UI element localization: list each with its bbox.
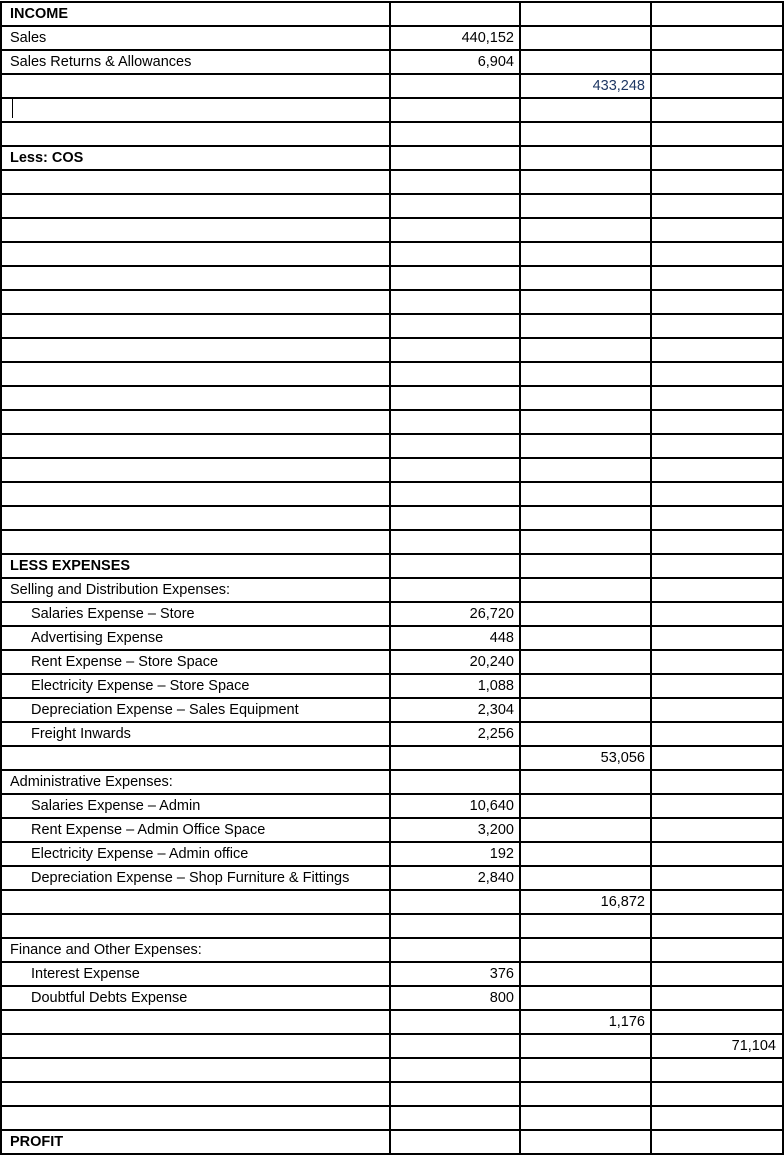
table-row [0,290,784,314]
row-label-cell[interactable]: Depreciation Expense – Sales Equipment [31,702,299,718]
subtotal-cell[interactable] [522,482,645,506]
table-row [0,722,784,746]
row-label-cell[interactable]: Sales Returns & Allowances [10,54,192,70]
subtotal-cell[interactable] [522,2,645,26]
table-row [0,50,784,74]
total-cell[interactable] [654,410,776,434]
table-row [0,170,784,194]
amount-cell[interactable] [392,74,514,98]
table-row [0,122,784,146]
total-cell[interactable] [654,2,776,26]
subtotal-cell[interactable] [522,1106,645,1130]
amount-cell[interactable] [392,410,514,434]
row-label-cell[interactable] [10,362,390,386]
total-cell[interactable]: 71,104 [731,1038,776,1054]
total-cell[interactable] [654,338,776,362]
amount-cell[interactable] [392,218,514,242]
row-label-cell[interactable] [10,1034,390,1058]
total-cell[interactable] [654,530,776,554]
total-cell[interactable] [654,1106,776,1130]
subtotal-cell[interactable] [522,170,645,194]
subtotal-cell[interactable] [522,1058,645,1082]
total-cell[interactable] [654,818,776,842]
amount-cell[interactable] [392,890,514,914]
table-row [0,314,784,338]
subtotal-cell[interactable] [522,698,645,722]
row-label-cell[interactable]: LESS EXPENSES [10,558,131,574]
amount-cell[interactable] [392,1106,514,1130]
subtotal-cell[interactable] [522,578,645,602]
subtotal-cell[interactable] [522,338,645,362]
subtotal-cell[interactable] [522,626,645,650]
total-cell[interactable] [654,1058,776,1082]
total-cell[interactable] [654,194,776,218]
subtotal-cell[interactable] [522,530,645,554]
amount-cell[interactable] [392,362,514,386]
table-row [0,362,784,386]
table-row [0,698,784,722]
row-label-cell[interactable] [10,458,390,482]
subtotal-cell[interactable] [522,434,645,458]
subtotal-cell[interactable] [522,674,645,698]
subtotal-cell[interactable]: 16,872 [600,894,645,910]
table-row [0,194,784,218]
amount-cell[interactable] [392,746,514,770]
row-label-cell[interactable]: Interest Expense [31,966,140,982]
subtotal-cell[interactable]: 433,248 [592,78,645,94]
amount-cell[interactable] [392,170,514,194]
subtotal-cell[interactable] [522,1082,645,1106]
total-cell[interactable] [654,746,776,770]
subtotal-cell[interactable] [522,194,645,218]
subtotal-cell[interactable] [522,770,645,794]
total-cell[interactable] [654,218,776,242]
table-row [0,458,784,482]
amount-cell[interactable]: 10,640 [469,798,514,814]
table-row [0,746,784,770]
total-cell[interactable] [654,674,776,698]
amount-cell[interactable] [392,506,514,530]
total-cell[interactable] [654,650,776,674]
table-row [0,146,784,170]
subtotal-cell[interactable] [522,314,645,338]
row-label-cell[interactable] [10,242,390,266]
table-row [0,1106,784,1130]
amount-cell[interactable] [392,194,514,218]
amount-cell[interactable]: 800 [489,990,514,1006]
total-cell[interactable] [654,26,776,50]
table-row [0,554,784,578]
amount-cell[interactable] [392,578,514,602]
subtotal-cell[interactable] [522,794,645,818]
row-label-cell[interactable] [10,890,390,914]
subtotal-cell[interactable] [522,290,645,314]
amount-cell[interactable]: 3,200 [477,822,514,838]
total-cell[interactable] [654,74,776,98]
table-row [0,218,784,242]
row-label-cell[interactable] [10,338,390,362]
table-row [0,2,784,26]
row-label-cell[interactable] [10,218,390,242]
table-row [0,266,784,290]
amount-cell[interactable]: 376 [489,966,514,982]
total-cell[interactable] [654,266,776,290]
total-cell[interactable] [654,458,776,482]
subtotal-cell[interactable] [522,650,645,674]
total-cell[interactable] [654,698,776,722]
total-cell[interactable] [654,986,776,1010]
subtotal-cell[interactable] [522,962,645,986]
amount-cell[interactable] [392,914,514,938]
row-label-cell[interactable]: Electricity Expense – Admin office [31,846,249,862]
amount-cell[interactable] [392,386,514,410]
table-row [0,1010,784,1034]
amount-cell[interactable]: 192 [489,846,514,862]
row-label-cell[interactable]: Rent Expense – Store Space [31,654,219,670]
total-cell[interactable] [654,242,776,266]
subtotal-cell[interactable] [522,938,645,962]
total-cell[interactable] [654,434,776,458]
total-cell[interactable] [654,1130,776,1154]
table-row [0,962,784,986]
subtotal-cell[interactable] [522,506,645,530]
row-label-cell[interactable]: Advertising Expense [31,630,164,646]
total-cell[interactable] [654,122,776,146]
subtotal-cell[interactable] [522,914,645,938]
table-row [0,842,784,866]
row-label-cell[interactable] [10,1082,390,1106]
amount-cell[interactable]: 2,256 [477,726,514,742]
row-label-cell[interactable] [10,170,390,194]
subtotal-cell[interactable] [522,410,645,434]
subtotal-cell[interactable]: 1,176 [608,1014,645,1030]
subtotal-cell[interactable] [522,722,645,746]
total-cell[interactable] [654,314,776,338]
total-cell[interactable] [654,962,776,986]
amount-cell[interactable] [392,122,514,146]
subtotal-cell[interactable] [522,50,645,74]
subtotal-cell[interactable] [522,266,645,290]
total-cell[interactable] [654,170,776,194]
table-row [0,506,784,530]
row-label-cell[interactable] [10,746,390,770]
amount-cell[interactable] [392,482,514,506]
subtotal-cell[interactable] [522,362,645,386]
amount-cell[interactable]: 448 [489,630,514,646]
row-label-cell[interactable] [10,482,390,506]
subtotal-cell[interactable] [522,242,645,266]
subtotal-cell[interactable] [522,602,645,626]
amount-cell[interactable]: 2,840 [477,870,514,886]
table-row [0,98,784,122]
table-row [0,866,784,890]
row-label-cell[interactable] [10,386,390,410]
table-row [0,1058,784,1082]
row-label-cell[interactable] [10,530,390,554]
total-cell[interactable] [654,914,776,938]
row-label-cell[interactable]: Depreciation Expense – Shop Furniture & Fittings [31,870,350,886]
table-row [0,1082,784,1106]
subtotal-cell[interactable] [522,1130,645,1154]
row-label-cell[interactable]: INCOME [10,6,68,22]
row-label-cell[interactable]: Selling and Distribution Expenses: [10,582,231,598]
row-label-cell[interactable]: Salaries Expense – Store [31,606,195,622]
row-label-cell[interactable]: PROFIT [10,1134,64,1150]
table-row [0,770,784,794]
table-row [0,914,784,938]
subtotal-cell[interactable] [522,986,645,1010]
subtotal-cell[interactable] [522,146,645,170]
total-cell[interactable] [654,146,776,170]
subtotal-cell[interactable] [522,842,645,866]
row-label-cell[interactable] [10,1058,390,1082]
table-row [0,602,784,626]
table-row [0,338,784,362]
total-cell[interactable] [654,866,776,890]
row-label-cell[interactable]: Salaries Expense – Admin [31,798,201,814]
table-row [0,578,784,602]
subtotal-cell[interactable] [522,26,645,50]
amount-cell[interactable] [392,290,514,314]
subtotal-cell[interactable] [522,218,645,242]
amount-cell[interactable] [392,434,514,458]
total-cell[interactable] [654,362,776,386]
table-row [0,890,784,914]
row-label-cell[interactable] [10,1010,390,1034]
amount-cell[interactable] [392,1058,514,1082]
total-cell[interactable] [654,506,776,530]
row-label-cell[interactable]: Doubtful Debts Expense [31,990,188,1006]
row-label-cell[interactable]: Less: COS [10,150,84,166]
table-row [0,794,784,818]
total-cell[interactable] [654,1010,776,1034]
row-label-cell[interactable] [10,194,390,218]
total-cell[interactable] [654,842,776,866]
amount-cell[interactable] [392,458,514,482]
amount-cell[interactable] [392,146,514,170]
row-label-cell[interactable] [10,98,390,122]
total-cell[interactable] [654,722,776,746]
row-label-cell[interactable] [10,914,390,938]
row-label-cell[interactable] [10,266,390,290]
total-cell[interactable] [654,626,776,650]
total-cell[interactable] [654,554,776,578]
amount-cell[interactable] [392,98,514,122]
subtotal-cell[interactable] [522,122,645,146]
amount-cell[interactable] [392,770,514,794]
total-cell[interactable] [654,290,776,314]
amount-cell[interactable] [392,242,514,266]
amount-cell[interactable] [392,1130,514,1154]
amount-cell[interactable] [392,314,514,338]
amount-cell[interactable]: 1,088 [477,678,514,694]
amount-cell[interactable] [392,2,514,26]
row-label-cell[interactable]: Rent Expense – Admin Office Space [31,822,266,838]
amount-cell[interactable] [392,266,514,290]
amount-cell[interactable]: 2,304 [477,702,514,718]
subtotal-cell[interactable] [522,386,645,410]
row-label-cell[interactable]: Freight Inwards [31,726,131,742]
subtotal-cell[interactable] [522,818,645,842]
table-row [0,482,784,506]
total-cell[interactable] [654,602,776,626]
table-row [0,986,784,1010]
row-label-cell[interactable]: Sales [10,30,47,46]
amount-cell[interactable]: 6,904 [477,54,514,70]
row-label-cell[interactable]: Electricity Expense – Store Space [31,678,250,694]
row-label-cell[interactable] [10,314,390,338]
table-row [0,938,784,962]
table-row [0,386,784,410]
total-cell[interactable] [654,938,776,962]
table-row [0,674,784,698]
subtotal-cell[interactable] [522,458,645,482]
amount-cell[interactable] [392,1010,514,1034]
total-cell[interactable] [654,794,776,818]
row-label-cell[interactable] [10,74,390,98]
total-cell[interactable] [654,1082,776,1106]
table-row [0,410,784,434]
row-label-cell[interactable] [10,122,390,146]
subtotal-cell[interactable] [522,866,645,890]
row-label-cell[interactable]: Administrative Expenses: [10,774,173,790]
amount-cell[interactable] [392,554,514,578]
table-row [0,650,784,674]
table-row [0,818,784,842]
total-cell[interactable] [654,98,776,122]
total-cell[interactable] [654,482,776,506]
text-cursor [12,98,13,118]
total-cell[interactable] [654,386,776,410]
table-row [0,74,784,98]
total-cell[interactable] [654,578,776,602]
total-cell[interactable] [654,890,776,914]
subtotal-cell[interactable] [522,554,645,578]
total-cell[interactable] [654,50,776,74]
subtotal-cell[interactable]: 53,056 [600,750,645,766]
row-label-cell[interactable] [10,410,390,434]
table-row [0,26,784,50]
amount-cell[interactable]: 20,240 [469,654,514,670]
table-row [0,530,784,554]
table-row [0,1034,784,1058]
amount-cell[interactable] [392,938,514,962]
table-row [0,1130,784,1154]
row-label-cell[interactable] [10,290,390,314]
subtotal-cell[interactable] [522,1034,645,1058]
total-cell[interactable] [654,770,776,794]
row-label-cell[interactable] [10,506,390,530]
amount-cell[interactable]: 440,152 [461,30,514,46]
row-label-cell[interactable]: Finance and Other Expenses: [10,942,202,958]
table-row [0,434,784,458]
amount-cell[interactable] [392,338,514,362]
row-label-cell[interactable] [10,1106,390,1130]
subtotal-cell[interactable] [522,98,645,122]
row-label-cell[interactable] [10,434,390,458]
table-row [0,242,784,266]
amount-cell[interactable] [392,1082,514,1106]
amount-cell[interactable] [392,1034,514,1058]
table-row [0,626,784,650]
amount-cell[interactable]: 26,720 [469,606,514,622]
amount-cell[interactable] [392,530,514,554]
